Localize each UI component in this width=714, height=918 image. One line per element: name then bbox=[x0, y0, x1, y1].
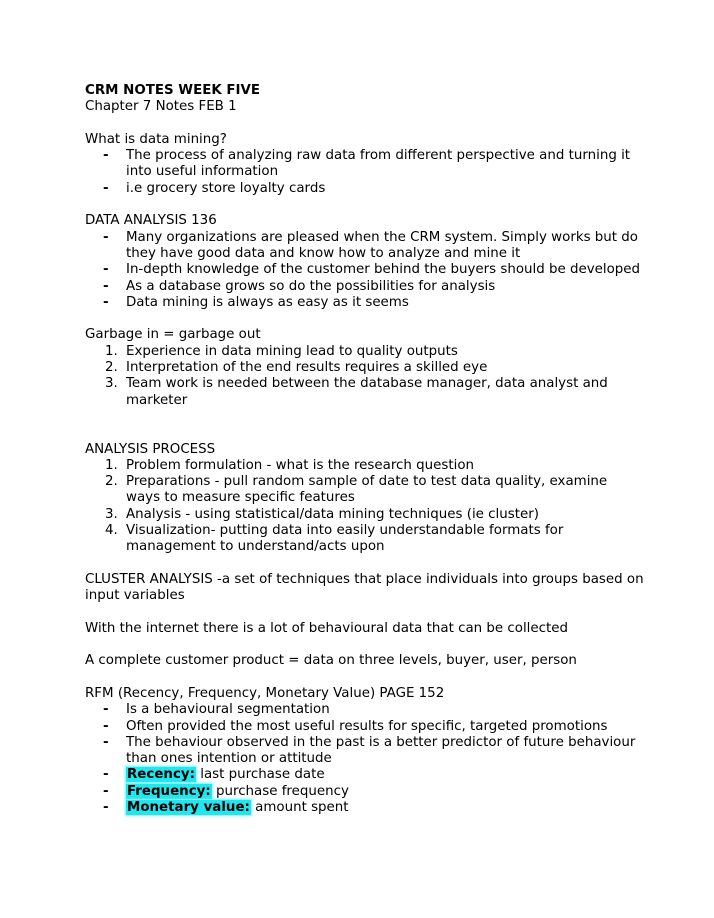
list-item bbox=[85, 148, 645, 181]
list-item bbox=[85, 735, 645, 768]
garbage-list bbox=[85, 344, 645, 409]
number-marker: 2. bbox=[105, 474, 118, 490]
bullet-marker: - bbox=[103, 180, 109, 196]
bullet-marker: - bbox=[103, 294, 109, 310]
cluster-analysis-paragraph: CLUSTER ANALYSIS -a set of techniques that place individuals into groups based on input variables bbox=[85, 571, 644, 604]
list-item bbox=[85, 360, 645, 376]
list-item-text: Interpretation of the end results requires a skilled eye bbox=[126, 360, 488, 376]
number-marker: 2. bbox=[105, 360, 118, 376]
list-item bbox=[85, 800, 645, 816]
list-item bbox=[85, 507, 645, 523]
list-item-text: Data mining is always as easy as it seems bbox=[126, 294, 409, 310]
list-item bbox=[85, 719, 645, 735]
list-item-text: i.e grocery store loyalty cards bbox=[126, 180, 326, 196]
section-heading-garbage: Garbage in = garbage out bbox=[85, 327, 261, 343]
list-item bbox=[85, 702, 645, 718]
section-heading-analysis-process: ANALYSIS PROCESS bbox=[85, 441, 216, 457]
list-item-text: Many organizations are pleased when the CRM system. Simply works but do they have good data and know how to analyze and mine it bbox=[126, 229, 638, 261]
term-description: purchase frequency bbox=[211, 783, 349, 799]
bullet-marker: - bbox=[103, 702, 109, 718]
term-description: amount spent bbox=[250, 800, 349, 816]
list-item-text: Is a behavioural segmentation bbox=[126, 702, 330, 718]
bullet-marker: - bbox=[103, 767, 109, 783]
list-item-text: Analysis - using statistical/data mining techniques (ie cluster) bbox=[126, 506, 539, 522]
rfm-list bbox=[85, 702, 645, 816]
number-marker: 1. bbox=[105, 457, 118, 473]
section-heading-rfm: RFM (Recency, Frequency, Monetary Value) PAGE 152 bbox=[85, 685, 445, 701]
bullet-marker: - bbox=[103, 783, 109, 799]
list-item-text: Preparations - pull random sample of date to test data quality, examine ways to measure specific features bbox=[126, 474, 608, 506]
list-item-text: The process of analyzing raw data from different perspective and turning it into useful information bbox=[126, 148, 631, 180]
list-item bbox=[85, 767, 645, 783]
document-page bbox=[85, 83, 645, 816]
data-mining-list bbox=[85, 148, 645, 197]
list-item bbox=[85, 279, 645, 295]
list-item-text: Visualization- putting data into easily understandable formats for management to understand/acts upon bbox=[126, 523, 564, 555]
document-title: CRM NOTES WEEK FIVE bbox=[85, 83, 261, 98]
term-description: last purchase date bbox=[195, 767, 325, 783]
list-item bbox=[85, 376, 645, 409]
list-item-text: Problem formulation - what is the research question bbox=[126, 457, 475, 473]
highlighted-term: Frequency: bbox=[127, 783, 211, 799]
list-item-text: Experience in data mining lead to quality outputs bbox=[126, 343, 458, 359]
bullet-marker: - bbox=[103, 800, 109, 816]
list-item-text: In-depth knowledge of the customer behind the buyers should be developed bbox=[126, 262, 641, 278]
list-item bbox=[85, 344, 645, 360]
bullet-marker: - bbox=[103, 734, 109, 750]
bullet-marker: - bbox=[103, 718, 109, 734]
analysis-process-list bbox=[85, 458, 645, 556]
number-marker: 3. bbox=[105, 506, 118, 522]
list-item-text: As a database grows so do the possibilities for analysis bbox=[126, 278, 496, 294]
list-item-text: Team work is needed between the database manager, data analyst and marketer bbox=[126, 376, 608, 408]
bullet-marker: - bbox=[103, 262, 109, 278]
bullet-marker: - bbox=[103, 148, 109, 164]
list-item bbox=[85, 474, 645, 507]
list-item bbox=[85, 523, 645, 556]
section-heading-data-analysis: DATA ANALYSIS 136 bbox=[85, 213, 217, 229]
number-marker: 1. bbox=[105, 343, 118, 359]
highlighted-term: Monetary value: bbox=[127, 800, 250, 816]
bullet-marker: - bbox=[103, 229, 109, 245]
highlighted-term: Recency: bbox=[127, 767, 195, 783]
section-heading-data-mining: What is data mining? bbox=[85, 131, 227, 147]
list-item bbox=[85, 181, 645, 197]
list-item bbox=[85, 784, 645, 800]
number-marker: 3. bbox=[105, 376, 118, 392]
number-marker: 4. bbox=[105, 523, 118, 539]
list-item bbox=[85, 458, 645, 474]
data-analysis-list bbox=[85, 230, 645, 311]
list-item-text: The behaviour observed in the past is a better predictor of future behaviour than ones intention or attitude bbox=[126, 734, 636, 767]
list-item bbox=[85, 295, 645, 311]
bullet-marker: - bbox=[103, 278, 109, 294]
complete-customer-paragraph: A complete customer product = data on three levels, buyer, user, person bbox=[85, 653, 577, 669]
list-item bbox=[85, 230, 645, 263]
list-item-text: Often provided the most useful results for specific, targeted promotions bbox=[126, 718, 608, 734]
internet-note-paragraph: With the internet there is a lot of behavioural data that can be collected bbox=[85, 620, 568, 636]
document-subtitle: Chapter 7 Notes FEB 1 bbox=[85, 99, 237, 115]
list-item bbox=[85, 262, 645, 278]
